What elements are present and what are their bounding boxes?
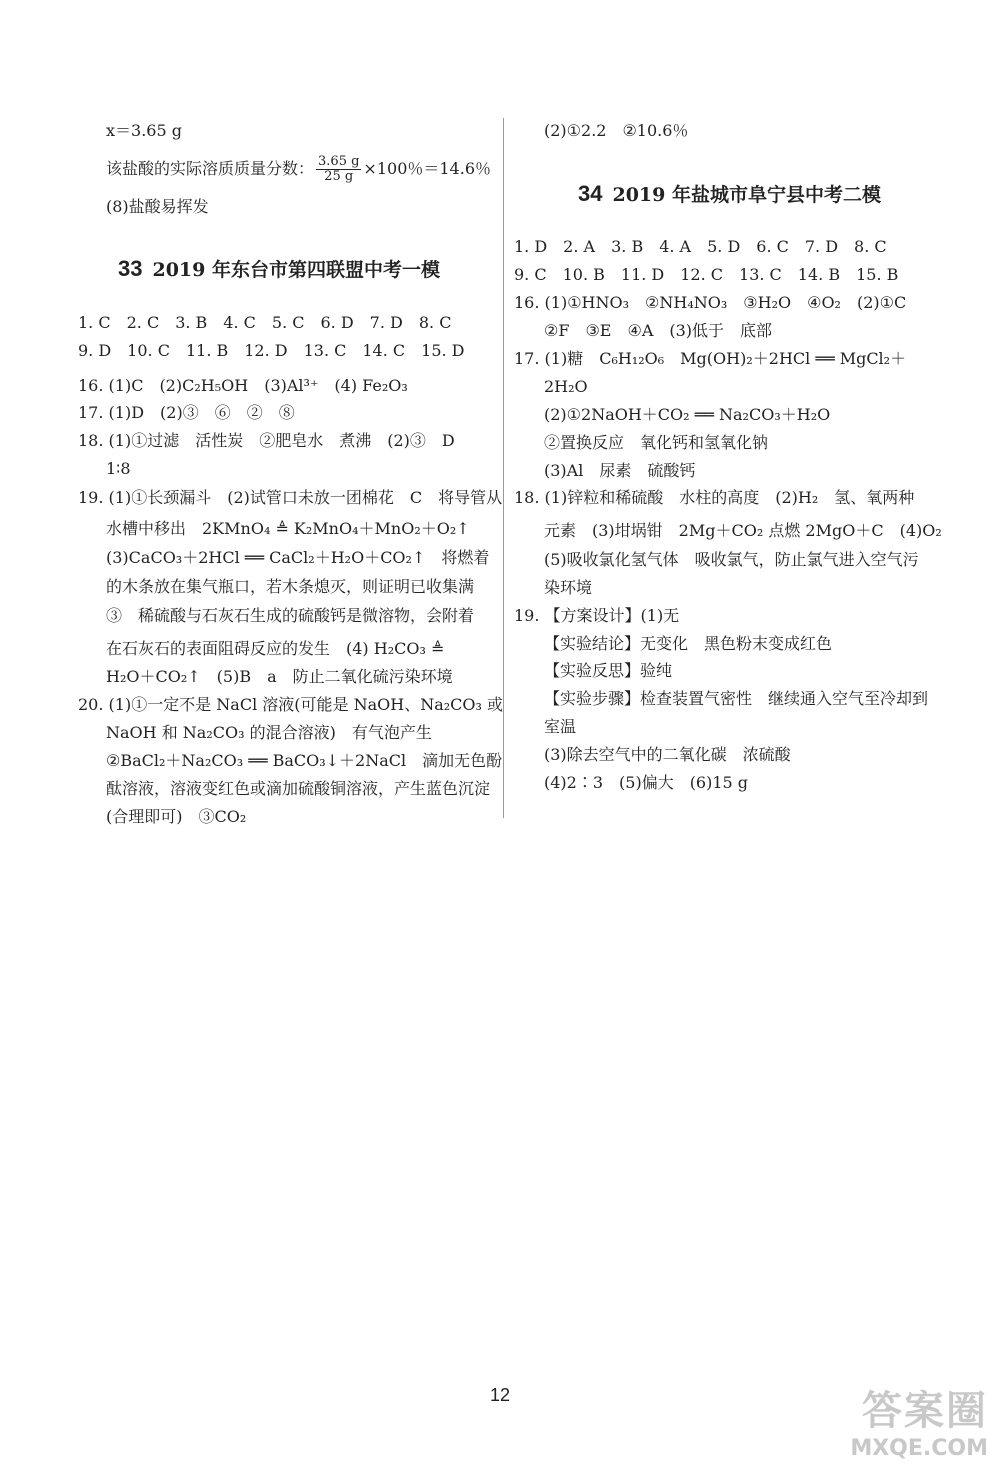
- watermark-url: MXQE.COM: [850, 1436, 988, 1461]
- section-title-34: [578, 180, 881, 207]
- fraction-numerator: 3.65 g: [318, 154, 360, 169]
- right-line: ②F ③E ④A (3)低于 底部: [544, 321, 773, 340]
- left-line: 1∶8: [106, 459, 131, 478]
- right-line: (4)2∶3 (5)偏大 (6)15 g: [544, 773, 749, 792]
- right-line: 【实验步骤】检查装置气密性 继续通入空气至冷却到: [544, 689, 929, 708]
- fraction-denominator: 25 g: [324, 169, 354, 184]
- right-line: 染环境: [544, 578, 593, 597]
- left-line: 19. (1)①长颈漏斗 (2)试管口未放一团棉花 C 将导管从: [78, 488, 503, 507]
- right-line: 1. D 2. A 3. B 4. A 5. D 6. C 7. D 8. C: [514, 237, 887, 256]
- left-line: 在石灰石的表面阻碍反应的发生 (4) H₂CO₃ ≜: [106, 639, 445, 658]
- right-line: ②置换反应 氧化钙和氢氧化钠: [544, 433, 769, 452]
- right-pre-line: (2)①2.2 ②10.6％: [544, 121, 689, 140]
- right-line: 【实验结论】无变化 黑色粉末变成红色: [544, 634, 833, 653]
- section-number: 34: [578, 181, 603, 206]
- page-number: 12: [489, 1385, 511, 1405]
- left-line: 9. D 10. C 11. B 12. D 13. C 14. C 15. D: [78, 341, 465, 360]
- left-line: 酞溶液，溶液变红色或滴加硫酸铜溶液，产生蓝色沉淀: [106, 779, 491, 798]
- left-line: H₂O＋CO₂↑ (5)B a 防止二氧化硫污染环境: [106, 667, 453, 686]
- right-line: (5)吸收氯化氢气体 吸收氯气，防止氯气进入空气污: [544, 550, 919, 569]
- left-line: 17. (1)D (2)③ ⑥ ② ⑧: [78, 403, 295, 422]
- left-line: 16. (1)C (2)C₂H₅OH (3)Al³⁺ (4) Fe₂O₃: [78, 376, 408, 395]
- watermark-logo: [850, 1379, 988, 1461]
- left-pre-result: ×100％＝14.6％: [363, 159, 491, 178]
- right-line: 9. C 10. B 11. D 12. C 13. C 14. B 15. B: [514, 265, 899, 284]
- column-divider: [503, 118, 504, 818]
- right-line: 2H₂O: [544, 377, 588, 396]
- right-line: (2)①2NaOH＋CO₂ ══ Na₂CO₃＋H₂O: [544, 405, 831, 424]
- right-line: (3)除去空气中的二氧化碳 浓硫酸: [544, 745, 791, 764]
- right-line: 18. (1)锌粒和稀硫酸 水柱的高度 (2)H₂ 氢、氧两种: [514, 488, 915, 507]
- left-pre-line-4: (8)盐酸易挥发: [106, 197, 209, 216]
- section-title-text: 2019 年盐城市阜宁县中考二模: [612, 184, 881, 206]
- section-title-text: 2019 年东台市第四联盟中考一模: [152, 259, 440, 281]
- left-pre-label: 该盐酸的实际溶质质量分数：: [106, 159, 315, 178]
- right-line: 16. (1)①HNO₃ ②NH₄NO₃ ③H₂O ④O₂ (2)①C: [514, 293, 907, 312]
- left-line: 20. (1)①一定不是 NaCl 溶液(可能是 NaOH、Na₂CO₃ 或: [78, 695, 504, 714]
- left-line: (合理即可) ③CO₂: [106, 807, 247, 826]
- right-line: 19. 【方案设计】(1)无: [514, 606, 680, 625]
- right-line: 【实验反思】验纯: [544, 661, 673, 680]
- left-line: 的木条放在集气瓶口，若木条熄灭，则证明已收集满: [106, 577, 475, 596]
- left-pre-line-1: x＝3.65 g: [106, 121, 182, 140]
- left-line: 1. C 2. C 3. B 4. C 5. C 6. D 7. D 8. C: [78, 313, 452, 332]
- right-line: 室温: [544, 717, 577, 736]
- right-line: 元素 (3)坩埚钳 2Mg＋CO₂ 点燃 2MgO＋C (4)O₂: [544, 521, 942, 540]
- fraction: [316, 155, 361, 184]
- section-title-33: [118, 255, 440, 282]
- left-line: NaOH 和 Na₂CO₃ 的混合溶液) 有气泡产生: [106, 723, 432, 742]
- left-line: ③ 稀硫酸与石灰石生成的硫酸钙是微溶物，会附着: [106, 606, 475, 625]
- section-number: 33: [118, 256, 143, 281]
- left-line: 水槽中移出 2KMnO₄ ≜ K₂MnO₄＋MnO₂＋O₂↑: [106, 519, 470, 538]
- watermark-logo-text: 答案圈: [862, 1388, 988, 1434]
- left-line: 18. (1)①过滤 活性炭 ②肥皂水 煮沸 (2)③ D: [78, 431, 455, 450]
- right-line: 17. (1)糖 C₆H₁₂O₆ Mg(OH)₂＋2HCl ══ MgCl₂＋: [514, 349, 907, 368]
- right-line: (3)Al 尿素 硫酸钙: [544, 461, 696, 480]
- left-line: ②BaCl₂＋Na₂CO₃ ══ BaCO₃↓＋2NaCl 滴加无色酚: [106, 751, 503, 770]
- left-pre-line-2: [106, 155, 491, 184]
- left-line: (3)CaCO₃＋2HCl ══ CaCl₂＋H₂O＋CO₂↑ 将燃着: [106, 548, 490, 567]
